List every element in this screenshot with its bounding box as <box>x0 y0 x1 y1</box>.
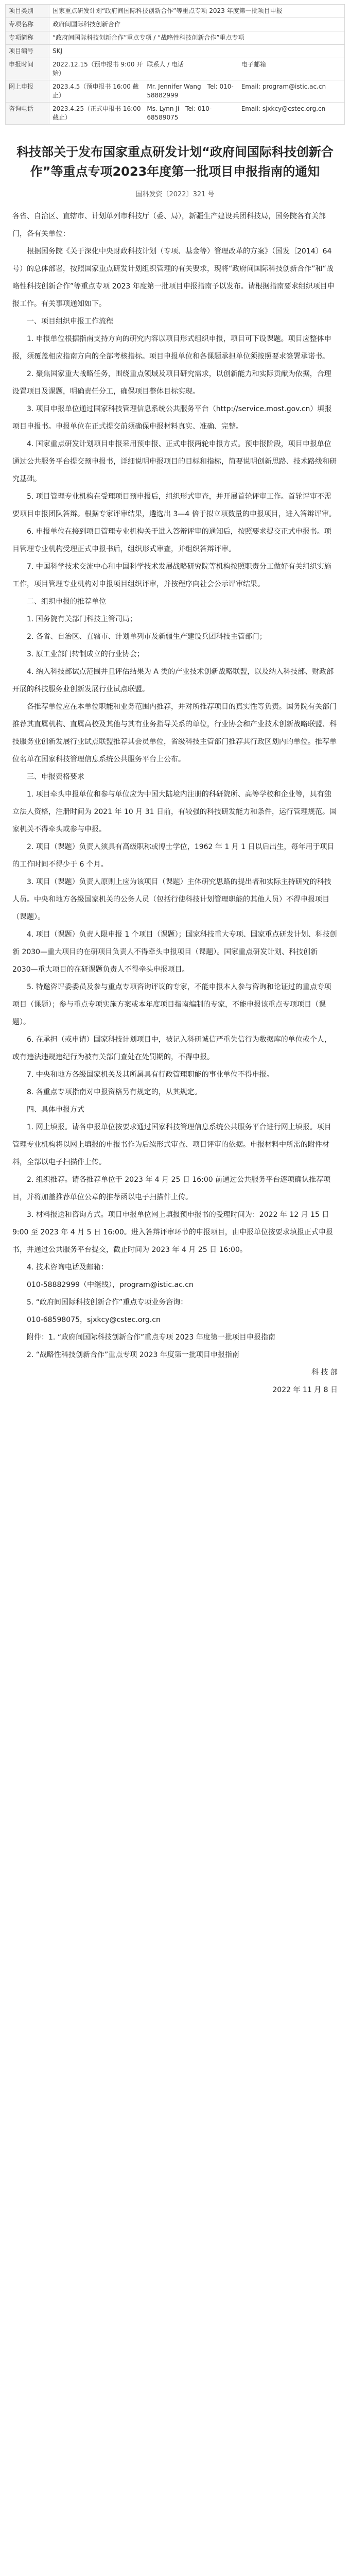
paragraph: 3. 项目申报单位通过国家科技管理信息系统公共服务平台（http://service.most.gov.cn）填报项目申报书。申报单位在正式提交前须确保申报材料真实、准确、完整。 <box>12 405 332 431</box>
meta-row-short-name <box>6 31 345 45</box>
paragraph: 3. 材料报送和咨询方式。项目申报单位网上填报预申报书的受理时间为：2022 年 12 月 15 日 9:00 至 2023 年 4 月 5 日 16:00。进入答辩评审环节的申报项目，由申报单位按要求填报正式申报书，并通过公共服务平台提交，截止时间为 2023 年 4 月 25 日 16:00。 <box>12 1211 333 1254</box>
paragraph: 2. 各省、自治区、直辖市、计划单列市及新疆生产建设兵团科技主管部门； <box>27 633 267 641</box>
paragraph: 根据国务院《关于深化中央财政科技计划（专项、基金等）管理改革的方案》（国发〔2014〕64 号）的总体部署，按照国家重点研发计划组织管理的有关要求，现将“政府间国际科技创新合作”和“战略性科技创新合作”等重点专项 2023 年度第一批项目申报指南予以发布。请根据指南要求组织项目申报工作。有关事项通知如下。 <box>12 247 335 308</box>
paragraph: 2. 组织推荐。请各推荐单位于 2023 年 4 月 25 日 16:00 前通过公共服务平台逐项确认推荐项目，并将加盖推荐单位公章的推荐函以电子扫描件上传。 <box>12 1176 331 1201</box>
paragraph: 2. 项目（课题）负责人须具有高级职称或博士学位，1962 年 1 月 1 日以后出生，每年用于项目的工作时间不得少于 6 个月。 <box>12 843 335 869</box>
meta-cell: 2022.12.15（预申报书 9:00 开始） <box>52 61 143 77</box>
paragraph: 5. “政府间国际科技创新合作”重点专项业务咨询： <box>27 1298 188 1307</box>
meta-cell: Ms. Lynn Ji Tel: 010-68589075 <box>147 105 212 121</box>
meta-cell: 联系人 / 电话 <box>147 61 184 68</box>
paragraph: 1. 项目牵头申报单位和参与单位应为中国大陆境内注册的科研院所、高等学校和企业等，具有独立法人资格，注册时间为 2021 年 10 月 31 日前，有较强的科技研发能力和条件，运行管理规范。国家机关不得牵头或参与申报。 <box>12 790 337 834</box>
document-title: 科技部关于发布国家重点研发计划“政府间国际科技创新合作”等重点专项2023年度第一批项目申报指南的通知 <box>16 145 334 179</box>
section-heading: 二、组织申报的推荐单位 <box>27 598 106 606</box>
project-info-table <box>5 4 345 125</box>
meta-row-code <box>6 45 345 58</box>
paragraph: 4. 纳入科技部试点范围并且评估结果为 A 类的产业技术创新战略联盟，以及纳入科技部、财政部开展的科技服务业创新发展行业试点联盟。 <box>12 668 334 693</box>
issuer-signature: 科 技 部 <box>311 1368 338 1377</box>
meta-cell: 2023.4.5（预申报书 16:00 截止） <box>52 83 139 99</box>
contact-line: 010-58882999（中继线），program@istic.ac.cn <box>27 1281 194 1289</box>
meta-cell: 2023.4.25（正式申报书 16:00 截止） <box>52 105 141 121</box>
meta-row-name <box>6 18 345 31</box>
paragraph: 5. 特邀咨评委委员及参与重点专项咨询评议的专家，不能申报本人参与咨询和论证过的重点专项项目（课题）；参与重点专项实施方案或本年度项目指南编制的专家，不能申报该重点专项项目（课题）。 <box>12 983 331 1026</box>
paragraph: 4. 国家重点研发计划项目申报采用预申报、正式申报两轮申报方式。预申报阶段，项目申报单位通过公共服务平台提交预申报书，详细说明申报项目的目标和指标，简要说明创新思路、技术路线和研究基础。 <box>12 440 337 483</box>
paragraph: 8. 各重点专项指南对申报资格另有规定的，从其规定。 <box>27 1088 202 1096</box>
section-heading: 一、项目组织申报工作流程 <box>27 317 113 326</box>
meta-value: 政府间国际科技创新合作 <box>49 18 345 31</box>
paragraph: 各推荐单位应在本单位职能和业务范围内推荐，并对所推荐项目的真实性等负责。国务院有关部门推荐其直属机构、直属高校及其他与其有业务指导关系的单位，行业协会和产业技术创新战略联盟、科技服务业创新发展行业试点联盟推荐其会员单位，省级科技主管部门推荐其行政区划内的单位。推荐单位名单在国家科技管理信息系统公共服务平台上公布。 <box>12 703 337 764</box>
meta-value: 国家重点研发计划“政府间国际科技创新合作”等重点专项 2023 年度第一批项目申报 <box>49 5 345 18</box>
meta-key: 专项名称 <box>6 18 49 31</box>
attachment-line: 2. “战略性科技创新合作”重点专项 2023 年度第一批项目申报指南 <box>27 1351 239 1359</box>
issue-date: 2022 年 11 月 8 日 <box>272 1386 338 1394</box>
paragraph: 1. 国务院有关部门科技主管司局； <box>27 615 137 623</box>
meta-value <box>49 80 345 103</box>
meta-value: “政府间国际科技创新合作”重点专项 / “战略性科技创新合作”重点专项 <box>49 31 345 45</box>
attachment-line: 附件：1. “政府间国际科技创新合作”重点专项 2023 年度第一批项目申报指南 <box>27 1333 275 1342</box>
meta-row-contact <box>6 103 345 125</box>
paragraph: 6. 申报单位在接到项目管理专业机构关于进入答辩评审的通知后，按照要求提交正式申报书。项目管理专业机构受理正式申报书后，组织形式审查，并组织答辩评审。 <box>12 528 331 553</box>
meta-key: 咨询电话 <box>6 103 49 125</box>
paragraph: 1. 网上填报。请各申报单位按要求通过国家科技管理信息系统公共服务平台进行网上填报。项目管理专业机构将以网上填报的申报书作为后续形式审查、项目评审的依据。申报材料中所需的附件材料，全部以电子扫描件上传。 <box>12 1123 331 1166</box>
meta-key: 申报时间 <box>6 58 49 80</box>
paragraph: 5. 项目管理专业机构在受理项目预申报后，组织形式审查，并开展首轮评审工作。首轮评审不需要项目申报团队答辩。根据专家评审结果，遴选出 3—4 倍于拟立项数量的申报项目，进入答辩评审。 <box>12 493 336 518</box>
meta-row-deadline <box>6 58 345 80</box>
meta-value: SKJ <box>49 45 345 58</box>
meta-cell: Email: program@istic.ac.cn <box>241 83 326 90</box>
meta-cell: Mr. Jennifer Wang Tel: 010-58882999 <box>147 83 234 99</box>
meta-cell: 电子邮箱 <box>241 61 266 68</box>
document-number: 国科发资〔2022〕321 号 <box>135 191 215 198</box>
meta-value <box>49 103 345 125</box>
section-heading: 三、申报资格要求 <box>27 773 84 781</box>
paragraph: 7. 中央和地方各级国家机关及其所属具有行政管理职能的事业单位不得申报。 <box>27 1071 274 1079</box>
paragraph: 各省、自治区、直辖市、计划单列市科技厅（委、局），新疆生产建设兵团科技局，国务院各有关部门，各有关单位： <box>12 212 326 238</box>
meta-key: 专项简称 <box>6 31 49 45</box>
meta-key: 网上申报 <box>6 80 49 103</box>
paragraph: 3. 原工业部门转制成立的行业协会； <box>27 650 144 658</box>
paragraph: 3. 项目（课题）负责人原则上应为该项目（课题）主体研究思路的提出者和实际主持研究的科技人员。中央和地方各级国家机关的公务人员（包括行使科技计划管理职能的其他人员）不得申报项目（课题）。 <box>12 878 331 921</box>
paragraph: 2. 聚焦国家重大战略任务，围绕重点领域及项目研究需求，以创新能力和实际贡献为依据，合理设置项目及课题，明确责任分工，确保项目整体目标实现。 <box>12 370 331 396</box>
section-heading: 四、具体申报方式 <box>27 1106 84 1114</box>
meta-value <box>49 58 345 80</box>
meta-row-online <box>6 80 345 103</box>
meta-key: 项目编号 <box>6 45 49 58</box>
document-body <box>0 208 350 1399</box>
paragraph: 4. 项目（课题）负责人限申报 1 个项目（课题）；国家科技重大专项、国家重点研发计划、科技创新 2030—重大项目的在研项目负责人不得牵头申报项目（课题）。国家重点研发计划、科技创新 2030—重大项目的在研课题负责人不得牵头申报项目。 <box>12 930 337 974</box>
paragraph: 6. 在承担（或申请）国家科技计划项目中，被记入科研诚信严重失信行为数据库的单位或个人，或有违法违规违纪行为被有关部门查处在处罚期的，不得申报。 <box>12 1036 331 1061</box>
meta-key: 项目类别 <box>6 5 49 18</box>
paragraph: 1. 申报单位根据指南支持方向的研究内容以项目形式组织申报，项目可下设课题。项目应整体申报，须覆盖相应指南方向的全部考核指标。项目申报单位和各课题承担单位须按照要求签署承诺书。 <box>12 335 331 361</box>
paragraph: 7. 中国科学技术交流中心和中国科学技术发展战略研究院等机构按照职责分工做好有关组织实施工作，项目管理专业机构对申报项目组织评审，并按程序向社会公示评审结果。 <box>12 563 331 588</box>
paragraph: 4. 技术咨询电话及邮箱： <box>27 1263 108 1272</box>
contact-line: 010-68598075，sjxkcy@cstec.org.cn <box>27 1316 161 1324</box>
meta-row-category <box>6 5 345 18</box>
meta-cell: Email: sjxkcy@cstec.org.cn <box>241 105 326 112</box>
